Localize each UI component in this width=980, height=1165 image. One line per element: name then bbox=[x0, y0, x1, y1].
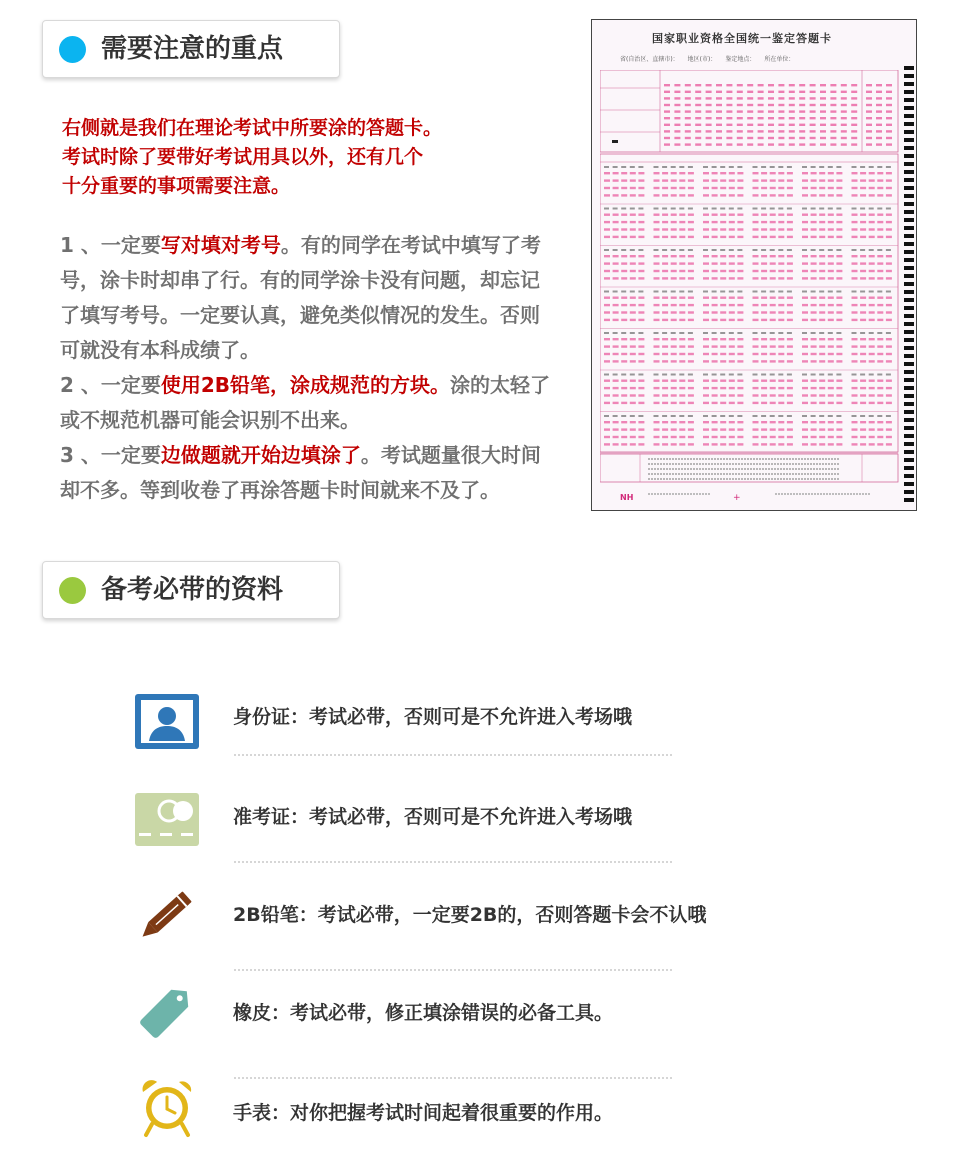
id-card-icon bbox=[133, 691, 201, 751]
list-item-pencil bbox=[133, 884, 707, 944]
section-title: 需要注意的重点 bbox=[101, 34, 284, 64]
divider bbox=[234, 754, 672, 756]
section-header-key-points bbox=[42, 20, 340, 78]
point-highlight: 边做题就开始边填涂了 bbox=[160, 443, 361, 467]
point-text: 涂的太轻了或不规范机器可能会识别不出来。 bbox=[60, 373, 551, 432]
list-item-admission-ticket bbox=[133, 790, 693, 850]
divider bbox=[234, 969, 672, 971]
item-label: 准考证：考试必带，否则可是不允许进入考场哦 bbox=[233, 806, 633, 828]
point-text: 。考试题量很大时间却不多。等到收卷了再涂答题卡时间就来不及了。 bbox=[60, 443, 541, 502]
svg-text:+: + bbox=[733, 493, 741, 503]
item-label: 手表：对你把握考试时间起着很重要的作用。 bbox=[233, 1102, 614, 1124]
section-header-materials bbox=[42, 561, 340, 619]
point-highlight: 写对填对考号 bbox=[160, 233, 281, 257]
intro-line: 右侧就是我们在理论考试中所要涂的答题卡。 bbox=[62, 117, 443, 139]
list-item-eraser bbox=[133, 981, 693, 1041]
list-item-watch bbox=[133, 1078, 693, 1138]
intro-text bbox=[62, 114, 562, 201]
intro-line: 十分重要的事项需要注意。 bbox=[62, 175, 291, 197]
point-text: 。有的同学在考试中填写了考号，涂卡时却串了行。有的同学涂卡没有问题，却忘记了填写考号。一定要认真，避免类似情况的发生。否则可就没有本科成绩了。 bbox=[60, 233, 541, 362]
point-3 bbox=[60, 438, 555, 508]
point-prefix: 3 、一定要 bbox=[60, 443, 161, 467]
answer-sheet-grid bbox=[600, 70, 900, 506]
point-prefix: 1 、一定要 bbox=[60, 233, 161, 257]
timing-marks bbox=[904, 66, 914, 506]
divider bbox=[234, 861, 672, 863]
svg-text:NH: NH bbox=[620, 493, 634, 502]
eraser-icon bbox=[133, 981, 201, 1041]
point-2 bbox=[60, 368, 555, 438]
list-item-id-card bbox=[133, 691, 693, 751]
answer-sheet-subtitle: 省(自治区、直辖市)： 地区(市)： 鉴定地点： 所在单位： bbox=[620, 56, 795, 63]
answer-sheet-image bbox=[591, 19, 917, 511]
key-points-list bbox=[60, 228, 555, 508]
answer-sheet-title: 国家职业资格全国统一鉴定答题卡 bbox=[652, 32, 832, 45]
point-1 bbox=[60, 228, 555, 368]
point-prefix: 2 、一定要 bbox=[60, 373, 161, 397]
item-label: 2B铅笔：考试必带，一定要2B的，否则答题卡会不认哦 bbox=[233, 904, 707, 926]
green-dot-icon bbox=[59, 577, 86, 604]
item-label: 身份证：考试必带，否则可是不允许进入考场哦 bbox=[233, 706, 633, 728]
alarm-clock-icon bbox=[133, 1078, 201, 1138]
admission-ticket-icon bbox=[133, 790, 201, 850]
pencil-icon bbox=[133, 884, 201, 944]
item-label: 橡皮：考试必带，修正填涂错误的必备工具。 bbox=[233, 1002, 614, 1024]
point-highlight: 使用2B铅笔，涂成规范的方块。 bbox=[160, 373, 451, 397]
cyan-dot-icon bbox=[59, 36, 86, 63]
section-title: 备考必带的资料 bbox=[101, 575, 284, 605]
intro-line: 考试时除了要带好考试用具以外，还有几个 bbox=[62, 146, 424, 168]
